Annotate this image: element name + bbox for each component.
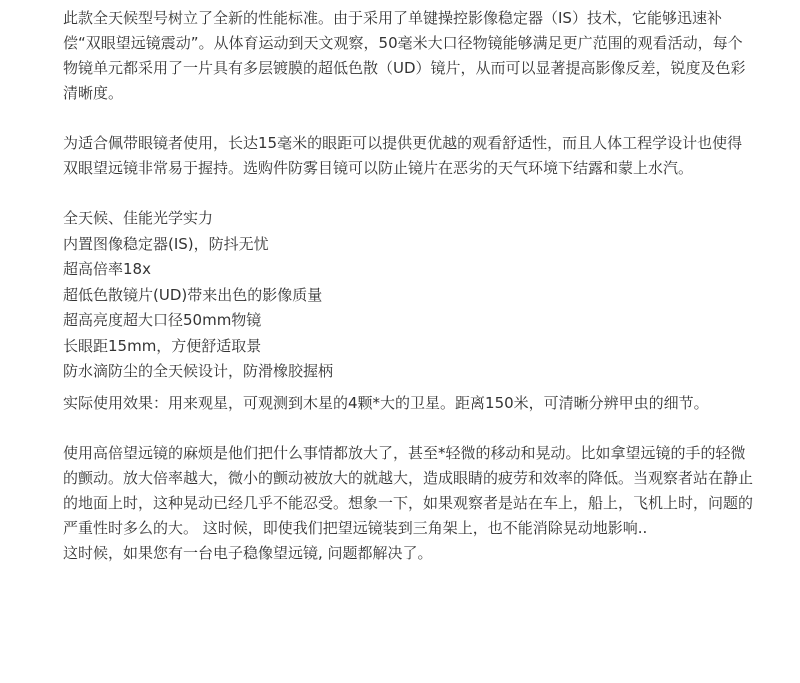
- problem-paragraph: 使用高倍望远镜的麻烦是他们把什么事情都放大了，甚至*轻微的移动和晃动。比如拿望远镜的手的轻微的颤动。放大倍率越大，微小的颤动被放大的就越大，造成眼睛的疲劳和效率的降低。当观察者站在静止的地面上时，这种晃动已经几乎不能忍受。想象一下，如果观察者是站在车上，船上，飞机上时，问题的严重性时多么的大。 这时候，即使我们把望远镜装到三角架上，也不能消除晃动地影响..: [63, 443, 754, 537]
- spacer: [63, 181, 753, 206]
- feature-item: 内置图像稳定器(IS)，防抖无忧: [63, 234, 269, 253]
- feature-item: 超低色散镜片(UD)带来出色的影像质量: [63, 285, 323, 304]
- product-description: [63, 6, 753, 566]
- spacer: [63, 106, 753, 131]
- feature-item: 长眼距15mm，方便舒适取景: [63, 336, 262, 355]
- spacer: [63, 416, 753, 441]
- usage-paragraph: 实际使用效果：用来观星，可观测到木星的4颗*大的卫星。距离150米，可清晰分辨甲虫的细节。: [63, 393, 709, 412]
- intro-paragraph: 此款全天候型号树立了全新的性能标准。由于采用了单键操控影像稳定器（IS）技术，它能够迅速补偿“双眼望远镜震动”。从体育运动到天文观察，50毫米大口径物镜能够满足更广范围的观看活动，每个物镜单元都采用了一片具有多层镀膜的超低色散（UD）镜片，从而可以显著提高影像反差，锐度及色彩清晰度。: [63, 9, 746, 102]
- solution-paragraph: 这时候，如果您有一台电子稳像望远镜, 问题都解决了。: [63, 543, 433, 562]
- feature-list: [63, 206, 753, 385]
- feature-item: 超高亮度超大口径50mm物镜: [63, 311, 262, 329]
- feature-item: 全天候、佳能光学实力: [63, 209, 214, 227]
- feature-item: 防水滴防尘的全天候设计，防滑橡胶握柄: [63, 362, 334, 380]
- eyeglass-paragraph: 为适合佩带眼镜者使用，长达15毫米的眼距可以提供更优越的观看舒适性，而且人体工程学设计也使得双眼望远镜非常易于握持。选购件防雾目镜可以防止镜片在恶劣的天气环境下结露和蒙上水汽。: [63, 134, 743, 177]
- feature-item: 超高倍率18x: [63, 260, 151, 278]
